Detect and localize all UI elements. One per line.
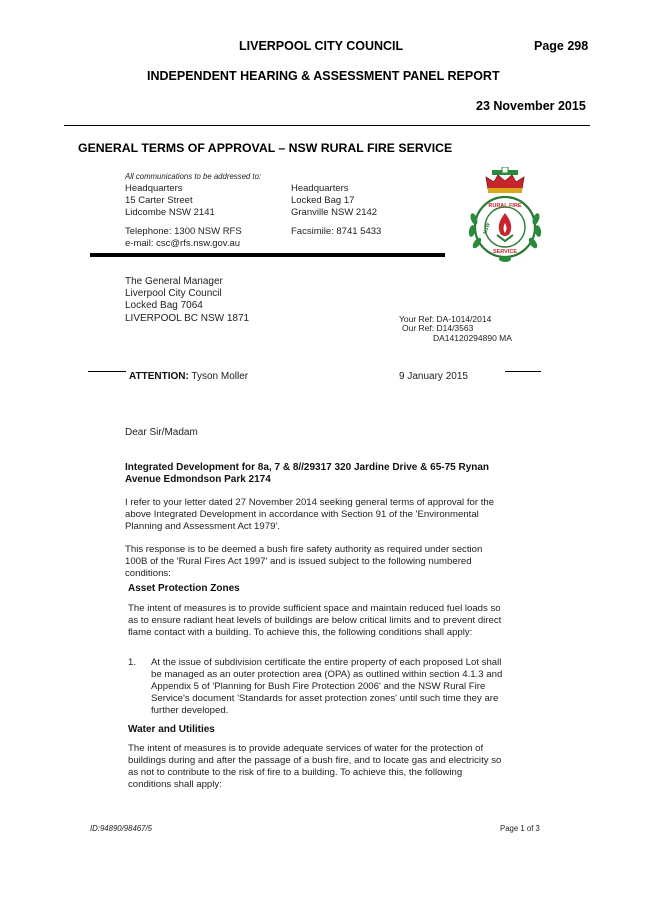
- logo-ring-text: RURAL FIRE: [488, 203, 522, 209]
- letterhead-divider: [90, 253, 445, 257]
- hq-address-left: [125, 183, 215, 220]
- hq-address-right: [291, 183, 377, 220]
- document-id: ID:94890/98467/5: [90, 824, 152, 833]
- recipient-line: Liverpool City Council: [125, 288, 222, 300]
- address-line: Headquarters: [291, 183, 349, 194]
- da-ref: DA14120294890 MA: [433, 333, 512, 343]
- attention-label: ATTENTION:: [129, 371, 189, 382]
- condition-number: 1.: [128, 657, 137, 668]
- recipient-line: LIVERPOOL BC NSW 1871: [125, 312, 250, 324]
- telephone: Telephone: 1300 NSW RFS: [125, 226, 242, 237]
- crown-icon: [486, 167, 524, 193]
- address-line: 15 Carter Street: [125, 195, 193, 207]
- paragraph-2: This response is to be deemed a bush fire safety authority as required under section 100B of the 'Rural Fires Act 1997' and is issued subject to the following numbered conditions:: [125, 544, 483, 580]
- asset-protection-intro: The intent of measures is to provide sufficient space and maintain reduced fuel loads so as to ensure radiant heat levels of buildings are below critical limits and to prevent direct flame contact with a building. To achieve this, the following conditions shall apply:: [128, 603, 502, 639]
- water-heading: Water and Utilities: [128, 724, 215, 735]
- logo-ring-text: SERVICE: [492, 249, 518, 255]
- water-intro: The intent of measures is to provide adequate services of water for the protection of buildings during and after the passage of a bush fire, and to locate gas and electricity so as not to contribute to the risk of fire to a building. To achieve this, the following conditions shall apply:: [128, 743, 502, 791]
- letterhead-notice: All communications to be addressed to:: [125, 172, 262, 181]
- council-name: LIVERPOOL CITY COUNCIL: [239, 39, 404, 53]
- attention-line: [129, 371, 248, 383]
- contact-info: [125, 226, 242, 250]
- facsimile: Facsimile: 8741 5433: [291, 226, 382, 237]
- address-line: Lidcombe NSW 2141: [125, 207, 215, 219]
- our-ref: Our Ref: D14/3563: [402, 323, 474, 333]
- letter-date: 9 January 2015: [399, 371, 468, 382]
- report-date: 23 November 2015: [476, 99, 586, 113]
- rfs-logo: [464, 167, 546, 263]
- section-title: GENERAL TERMS OF APPROVAL – NSW RURAL FIRE SERVICE: [78, 141, 453, 155]
- logo-ring-text: NSW: [482, 222, 492, 236]
- attention-right-rule: [505, 371, 541, 372]
- address-line: Granville NSW 2142: [291, 207, 378, 219]
- your-ref: Your Ref: DA-1014/2014: [399, 314, 492, 324]
- address-line: Locked Bag 17: [291, 195, 355, 207]
- email: e-mail: csc@rfs.nsw.gov.au: [125, 238, 241, 250]
- header-divider: [64, 125, 590, 126]
- subject-line: Integrated Development for 8a, 7 & 8//29317 320 Jardine Drive & 65-75 Rynan Avenue Edmondson Park 2174: [125, 462, 490, 486]
- footer-page: Page 1 of 3: [500, 824, 540, 833]
- attention-name: Tyson Moller: [191, 371, 249, 382]
- recipient-line: The General Manager: [125, 276, 223, 287]
- address-line: Headquarters: [125, 183, 183, 194]
- attention-left-rule: [88, 371, 126, 372]
- page-number: Page 298: [534, 39, 589, 53]
- recipient-address: [125, 276, 249, 325]
- paragraph-1: I refer to your letter dated 27 November 2014 seeking general terms of approval for the above Integrated Development in accordance with Section 91 of the 'Environmental Planning and Assessment Act 1979'.: [125, 497, 495, 533]
- condition-text: At the issue of subdivision certificate the entire property of each proposed Lot shall be managed as an outer protection area (OPA) as outlined within section 4.1.3 and Appendix 5 of 'Planning for Bush Fire Protection 2006' and the NSW Rural Fire Service's document 'Standards for asset protection zones' until such time they are further developed.: [151, 657, 503, 717]
- report-title: INDEPENDENT HEARING & ASSESSMENT PANEL REPORT: [147, 69, 500, 83]
- salutation: Dear Sir/Madam: [125, 427, 198, 438]
- asset-protection-heading: Asset Protection Zones: [128, 583, 240, 594]
- recipient-line: Locked Bag 7064: [125, 300, 203, 312]
